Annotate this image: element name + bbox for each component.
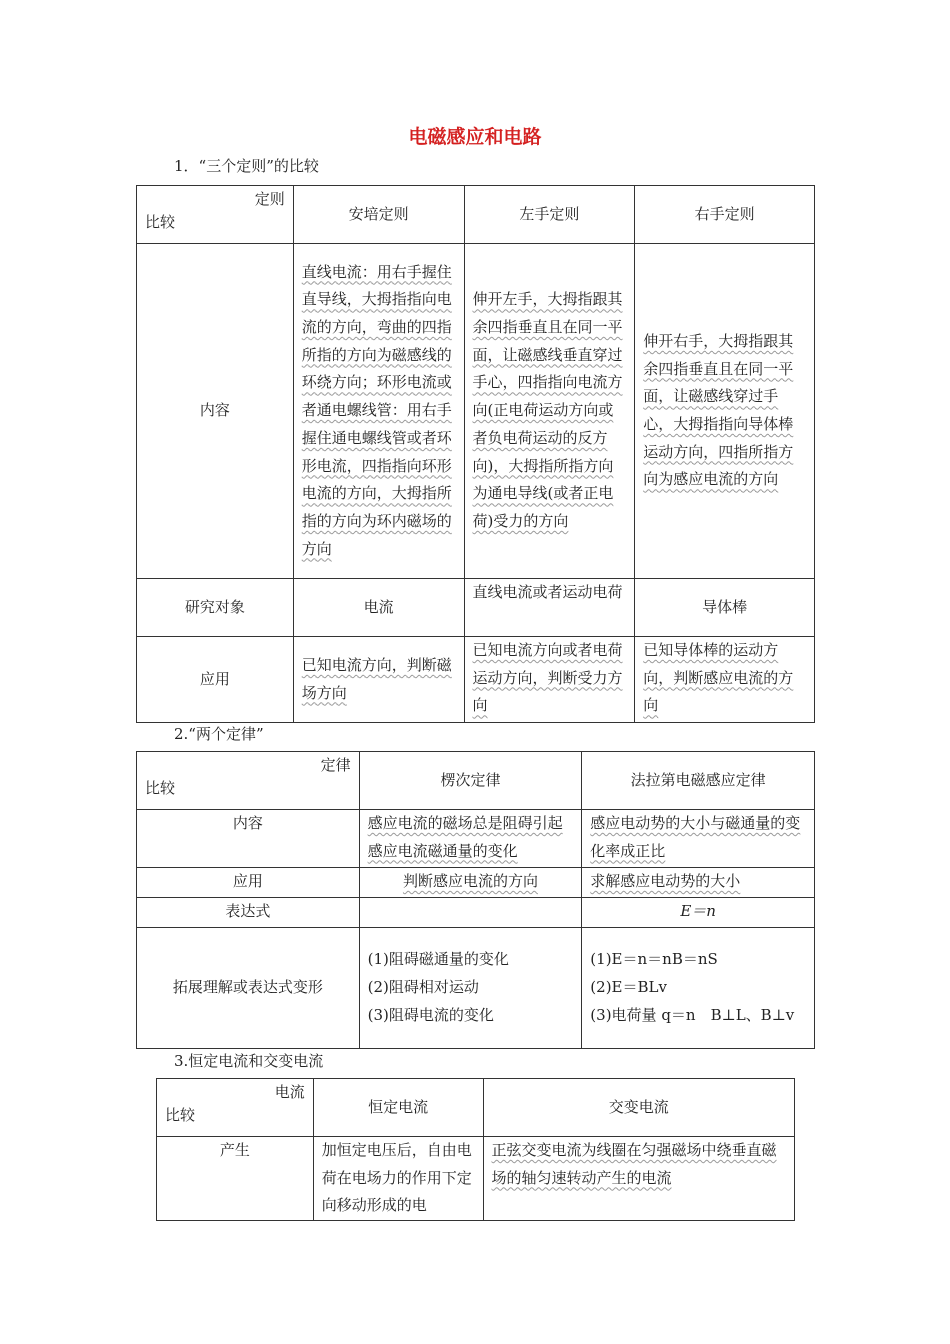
cell-text: 伸开右手，大拇指跟其余四指垂直且在同一平面，让磁感线穿过手心，大拇指指向导体棒运动方向，四指所指方向为感应电流的方向: [643, 331, 794, 489]
row-label: 应用: [137, 637, 294, 723]
row-label: 研究对象: [137, 579, 294, 637]
col-header: 左手定则: [464, 186, 635, 244]
table-cell: [359, 928, 582, 1049]
section3-heading: 3.恒定电流和交变电流: [174, 1052, 324, 1070]
row-label: 拓展理解或表达式变形: [137, 928, 360, 1049]
col-header: 右手定则: [635, 186, 815, 244]
cell-text: 直线电流：用右手握住直导线，大拇指指向电流的方向，弯曲的四指所指的方向为磁感线的环绕方向；环形电流或者通电螺线管：用右手握住通电螺线管或者环形电流，四指指向环形电流的方向，大拇指所指的方向为环内磁场的方向: [301, 262, 452, 558]
col-header: 交变电流: [483, 1079, 794, 1137]
table-cell: [359, 868, 582, 898]
cell-text: 感应电动势的大小与磁通量的变化率成正比: [590, 814, 801, 860]
two-laws-table: [136, 751, 815, 1049]
table-cell: E＝n: [582, 898, 815, 928]
cell-text: 感应电流的磁场总是阻碍引起感应电流磁通量的变化: [367, 814, 563, 860]
table-cell: [464, 244, 635, 579]
table-cell: [582, 810, 815, 868]
table-cell: 直线电流或者运动电荷: [464, 579, 635, 637]
row-label: 产生: [157, 1137, 314, 1221]
cell-text: 已知电流方向，判断磁场方向: [301, 655, 452, 702]
row-label: 内容: [137, 810, 360, 868]
cell-text: 已知电流方向或者电荷运动方向，判断受力方向: [472, 641, 623, 715]
cell-text: 伸开左手，大拇指跟其余四指垂直且在同一平面，让磁感线垂直穿过手心，四指指向电流方向(正电荷运动方向或者负电荷运动的反方向)，大拇指所指方向为通电导线(或者正电荷)受力的方向: [472, 290, 623, 530]
corner-bottom-label: 比较: [165, 1106, 196, 1125]
page-title: 电磁感应和电路: [408, 126, 542, 148]
table-cell: [483, 1137, 794, 1221]
table3-corner-cell: [157, 1079, 314, 1137]
row-label: 应用: [137, 868, 360, 898]
corner-bottom-label: 比较: [145, 213, 176, 232]
cell-text: 正弦交变电流为线圈在匀强磁场中绕垂直磁场的轴匀速转动产生的电流: [491, 1141, 777, 1187]
table-cell: [359, 898, 582, 928]
row-label: 内容: [137, 244, 294, 579]
row-label: 表达式: [137, 898, 360, 928]
table-cell: [359, 810, 582, 868]
list-item: (3)阻碍电流的变化: [367, 1005, 494, 1024]
table-cell: [582, 868, 815, 898]
table-cell: [293, 637, 464, 723]
table-cell: [635, 244, 815, 579]
corner-bottom-label: 比较: [145, 779, 176, 798]
list-item: (1)阻碍磁通量的变化: [367, 950, 509, 969]
col-header: 法拉第电磁感应定律: [582, 752, 815, 810]
cell-text: 求解感应电动势的大小: [590, 872, 741, 890]
current-comparison-table: [156, 1078, 795, 1221]
col-header: 恒定电流: [313, 1079, 483, 1137]
list-item: (1)E＝n＝nB＝nS: [590, 950, 718, 969]
col-header: 安培定则: [293, 186, 464, 244]
section1-heading: 1．“三个定则”的比较: [174, 157, 319, 175]
col-header: 楞次定律: [359, 752, 582, 810]
table-cell: [464, 637, 635, 723]
table-cell: 导体棒: [635, 579, 815, 637]
list-item: (2)E＝BLv: [590, 978, 667, 997]
list-item: (2)阻碍相对运动: [367, 978, 479, 997]
corner-top-label: 电流: [274, 1083, 305, 1101]
corner-top-label: 定律: [320, 756, 351, 774]
table-cell: 加恒定电压后，自由电荷在电场力的作用下定向移动形成的电: [313, 1137, 483, 1221]
three-rules-table: [136, 185, 815, 723]
section2-heading: 2.“两个定律”: [174, 725, 264, 743]
table-cell: [582, 928, 815, 1049]
table-cell: [635, 637, 815, 723]
table-cell: [293, 244, 464, 579]
corner-top-label: 定则: [254, 190, 285, 208]
list-item: (3)电荷量 q＝n B⊥L、B⊥v: [590, 1005, 795, 1024]
table2-corner-cell: [137, 752, 360, 810]
cell-text: 已知导体棒的运动方向，判断感应电流的方向: [643, 641, 794, 715]
table-cell: 电流: [293, 579, 464, 637]
table1-corner-cell: [137, 186, 294, 244]
cell-text: 判断感应电流的方向: [402, 872, 538, 890]
